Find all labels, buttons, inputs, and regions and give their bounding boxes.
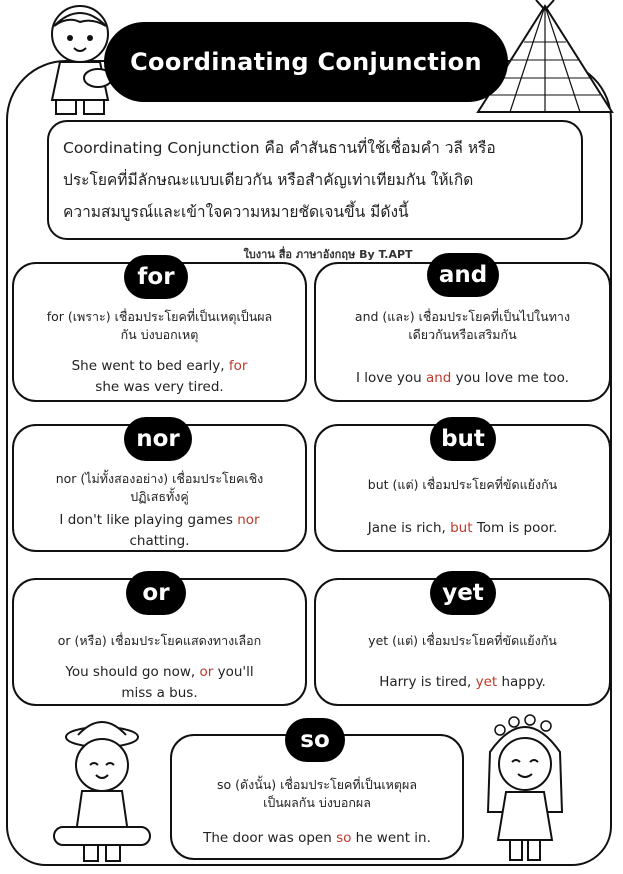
or-definition: or (หรือ) เชื่อมประโยคแสดงทางเลือก: [57, 633, 262, 648]
title-banner: [104, 22, 508, 102]
but-example: Jane is rich, but Tom is poor.: [367, 520, 558, 536]
intro-line-1: Coordinating Conjunction คือ คำสันธานที่ใช้เชื่อมคำ วลี หรือ: [63, 139, 496, 157]
so-example: The door was open so he went in.: [203, 830, 431, 846]
for-definition: for (เพราะ) เชื่อมประโยคที่เป็นเหตุเป็นผล กัน บ่งบอกเหตุ: [46, 309, 273, 342]
for-example: She went to bed early, for she was very tired.: [71, 358, 248, 395]
scout-girl-illustration: [470, 712, 580, 867]
yet-definition: yet (แต่) เชื่อมประโยคที่ขัดแย้งกัน: [368, 633, 557, 648]
pill-but: but: [430, 417, 496, 461]
pill-or: or: [126, 571, 186, 615]
or-keyword: or: [199, 664, 214, 680]
yet-example: Harry is tired, yet happy.: [379, 674, 546, 690]
but-definition: but (แต่) เชื่อมประโยคที่ขัดแย้งกัน: [367, 477, 558, 492]
nor-definition: nor (ไม่ทั้งสองอย่าง) เชื่อมประโยคเชิง ปฏิเสธทั้งคู่: [55, 471, 264, 504]
yet-keyword: yet: [475, 674, 498, 690]
and-example: I love you and you love me too.: [356, 370, 569, 386]
intro-line-3: ความสมบูรณ์และเข้าใจความหมายชัดเจนขึ้น มีดังนี้: [63, 203, 409, 221]
pill-so: so: [285, 718, 345, 762]
pill-for: for: [124, 255, 188, 299]
page-title: Coordinating Conjunction: [130, 48, 482, 76]
so-keyword: so: [336, 830, 352, 846]
nor-example: I don't like playing games nor chatting.: [59, 512, 260, 549]
and-keyword: and: [425, 370, 452, 386]
credit-line: ใบงาน สื่อ ภาษาอังกฤษ By T.APT: [243, 248, 413, 261]
scout-boy-illustration: [50, 715, 160, 865]
pill-nor: nor: [124, 417, 192, 461]
pill-yet: yet: [430, 571, 496, 615]
for-keyword: for: [228, 358, 248, 374]
but-keyword: but: [450, 520, 473, 536]
intro-box: [47, 120, 583, 240]
or-example: You should go now, or you'll miss a bus.: [65, 664, 254, 701]
so-definition: so (ดังนั้น) เชื่อมประโยคที่เป็นเหตุผล เป็นผลกัน บ่งบอกผล: [216, 777, 418, 810]
pill-and: and: [427, 253, 499, 297]
intro-line-2: ประโยคที่มีลักษณะแบบเดียวกัน หรือสำคัญเท่าเทียมกัน ให้เกิด: [63, 171, 474, 189]
nor-keyword: nor: [237, 512, 260, 528]
and-definition: and (และ) เชื่อมประโยคที่เป็นไปในทาง เดียวกันหรือเสริมกัน: [354, 309, 571, 342]
